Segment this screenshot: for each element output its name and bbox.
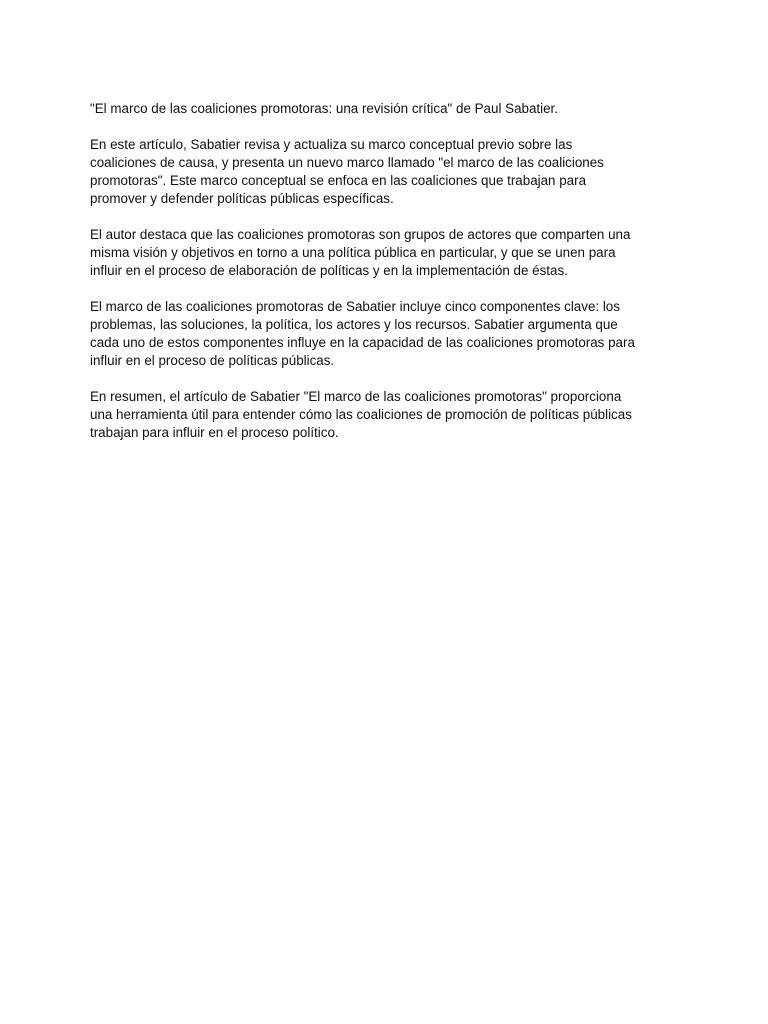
text-line: El autor destaca que las coaliciones promotoras son grupos de actores que comparten una	[90, 227, 631, 242]
text-line: trabajan para influir en el proceso político.	[90, 425, 339, 440]
text-line: El marco de las coaliciones promotoras de Sabatier incluye cinco componentes clave: los	[90, 299, 620, 314]
text-line: coaliciones de causa, y presenta un nuevo marco llamado "el marco de las coaliciones	[90, 155, 604, 170]
text-line: "El marco de las coaliciones promotoras: una revisión crítica" de Paul Sabatier.	[90, 101, 558, 116]
text-line: cada uno de estos componentes influye en la capacidad de las coaliciones promotoras para	[90, 335, 635, 350]
text-line: problemas, las soluciones, la política, los actores y los recursos. Sabatier argumenta que	[90, 317, 618, 332]
text-line: En resumen, el artículo de Sabatier "El marco de las coaliciones promotoras" proporciona	[90, 389, 622, 404]
text-line: En este artículo, Sabatier revisa y actualiza su marco conceptual previo sobre las	[90, 137, 573, 152]
text-line: misma visión y objetivos en torno a una política pública en particular, y que se unen para	[90, 245, 616, 260]
text-line: una herramienta útil para entender cómo las coaliciones de promoción de políticas públicas	[90, 407, 632, 422]
document-body	[90, 100, 680, 460]
paragraph-author-highlight	[90, 226, 680, 280]
paragraph-summary	[90, 388, 680, 442]
paragraph-introduction	[90, 136, 680, 208]
text-line: promotoras". Este marco conceptual se enfoca en las coaliciones que trabajan para	[90, 173, 587, 188]
text-line: influir en el proceso de políticas públicas.	[90, 353, 335, 368]
paragraph-title	[90, 100, 680, 118]
text-line: influir en el proceso de elaboración de políticas y en la implementación de éstas.	[90, 263, 568, 278]
text-line: promover y defender políticas públicas específicas.	[90, 191, 394, 206]
paragraph-components	[90, 298, 680, 370]
